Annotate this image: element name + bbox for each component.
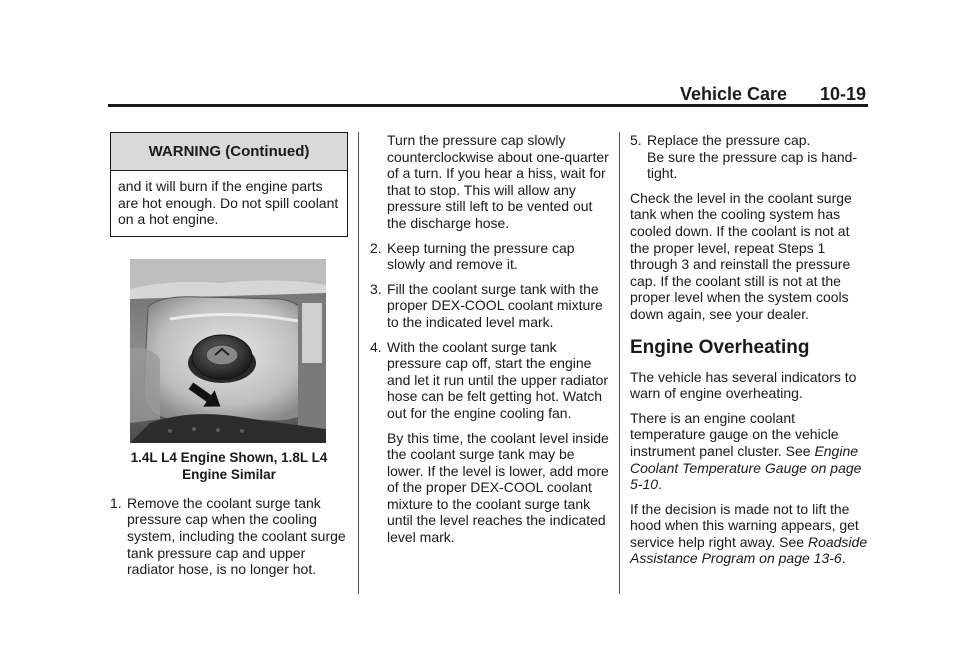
header-page-number: 10-19 <box>820 84 867 104</box>
warning-box <box>110 132 348 237</box>
step-1-text: Remove the coolant surge tank pressure cap when the cooling system, including the coolant surge tank pressure cap and upper radiator hose, is no longer hot. <box>127 494 346 578</box>
gauge-period: . <box>658 476 662 493</box>
column-divider-1 <box>358 132 359 594</box>
column-1 <box>110 132 348 586</box>
figure-caption: 1.4L L4 Engine Shown, 1.8L L4 Engine Similar <box>130 449 328 482</box>
step-2 <box>370 240 610 273</box>
step-2-number: 2. <box>370 239 382 256</box>
step-3 <box>370 281 610 331</box>
step-1 <box>110 495 348 578</box>
step-5-number: 5. <box>630 132 642 148</box>
column-3 <box>630 132 870 575</box>
step-2-text: Keep turning the pressure cap slowly and remove it. <box>387 239 575 273</box>
step-5-sub: Be sure the pressure cap is hand-tight. <box>647 148 858 182</box>
step-4-continued: By this time, the coolant level inside the coolant surge tank may be lower. If the level is lower, add more of the proper DEX-COOL coolant mixture to the coolant surge tank until the level reaches the indicated level mark. <box>387 429 609 546</box>
column-2 <box>370 132 610 554</box>
gauge-reference-link[interactable]: Engine Coolant Temperature Gauge on page 5-10 <box>630 442 862 493</box>
step-4-text: With the coolant surge tank pressure cap off, start the engine and let it run until the upper radiator hose can be felt getting hot. Watch out for the engine cooling fan. <box>387 338 609 421</box>
section-heading: Engine Overheating <box>630 336 810 358</box>
check-level-paragraph: Check the level in the coolant surge tank when the cooling system has cooled down. If the coolant is not at the proper level, repeat Steps 1 through 3 and reinstall the pressure cap. If the coolant still is not at the proper level when the system cools down again, see your dealer. <box>630 189 852 322</box>
roadside-reference-link[interactable]: Roadside Assistance Program on page 13-6 <box>630 533 868 567</box>
gauge-paragraph <box>630 410 870 493</box>
step-5 <box>630 132 870 149</box>
warning-body: and it will burn if the engine parts are hot enough. Do not spill coolant on a hot engine. <box>118 178 339 228</box>
roadside-period: . <box>841 550 846 567</box>
step-1-continued: Turn the pressure cap slowly counterclockwise about one-quarter of a turn. If you hear a hiss, wait for that to stop. This will allow any pressure still left to be vented out the discharge hose. <box>387 132 609 231</box>
step-5-text: Replace the pressure cap. <box>647 132 811 148</box>
engine-photo <box>130 259 326 443</box>
overheat-intro: The vehicle has several indicators to warn of engine overheating. <box>630 368 857 402</box>
engine-illustration <box>130 259 326 443</box>
step-4-number: 4. <box>370 338 382 355</box>
warning-title: WARNING (Continued) <box>111 133 347 171</box>
step-3-number: 3. <box>370 280 382 297</box>
header-rule <box>108 104 868 107</box>
column-divider-2 <box>619 132 620 594</box>
step-3-text: Fill the coolant surge tank with the proper DEX-COOL coolant mixture to the indicated level mark. <box>387 280 603 330</box>
step-1-number: 1. <box>110 494 122 511</box>
roadside-text: If the decision is made not to lift the hood when this warning appears, get service help right away. See <box>630 500 859 550</box>
step-4 <box>370 339 610 422</box>
roadside-paragraph <box>630 501 870 567</box>
gauge-text: There is an engine coolant temperature gauge on the vehicle instrument panel cluster. See <box>630 409 839 459</box>
header-section-title: Vehicle Care <box>680 84 788 104</box>
